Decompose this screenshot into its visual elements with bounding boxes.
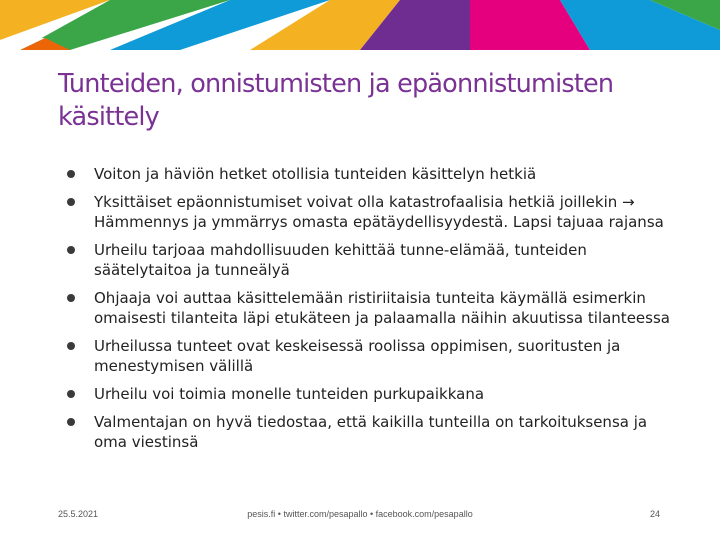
decorative-color-banner [0,0,720,50]
bullet-list [67,164,677,460]
bullet-item: Yksittäiset epäonnistumiset voivat olla katastrofaalisia hetkiä joillekin → Hämmennys ja ymmärrys omasta epätäydellisyydestä. Lapsi tajuaa rajansa [67,192,677,232]
bullet-item: Valmentajan on hyvä tiedostaa, että kaikilla tunteilla on tarkoituksensa ja oma viestinsä [67,412,677,452]
bullet-item: Ohjaaja voi auttaa käsittelemään ristiriitaisia tunteita käymällä esimerkin omaisesti tilanteita läpi etukäteen ja palaamalla näihin akuutissa tilanteessa [67,288,677,328]
page-number: 24 [650,509,661,519]
footer-links: pesis.fi • twitter.com/pesapallo • facebook.com/pesapallo [247,509,473,519]
bullet-item: Urheilu tarjoaa mahdollisuuden kehittää tunne-elämää, tunteiden säätelytaitoa ja tunneälyä [67,240,677,280]
bullet-item: Urheilussa tunteet ovat keskeisessä roolissa oppimisen, suoritusten ja menestymisen välillä [67,336,677,376]
footer-date: 25.5.2021 [58,509,99,519]
bullet-item: Urheilu voi toimia monelle tunteiden purkupaikkana [67,384,677,404]
slide-title: Tunteiden, onnistumisten ja epäonnistumisten käsittely [58,69,614,132]
bullet-item: Voiton ja häviön hetket otollisia tunteiden käsittelyn hetkiä [67,164,677,184]
